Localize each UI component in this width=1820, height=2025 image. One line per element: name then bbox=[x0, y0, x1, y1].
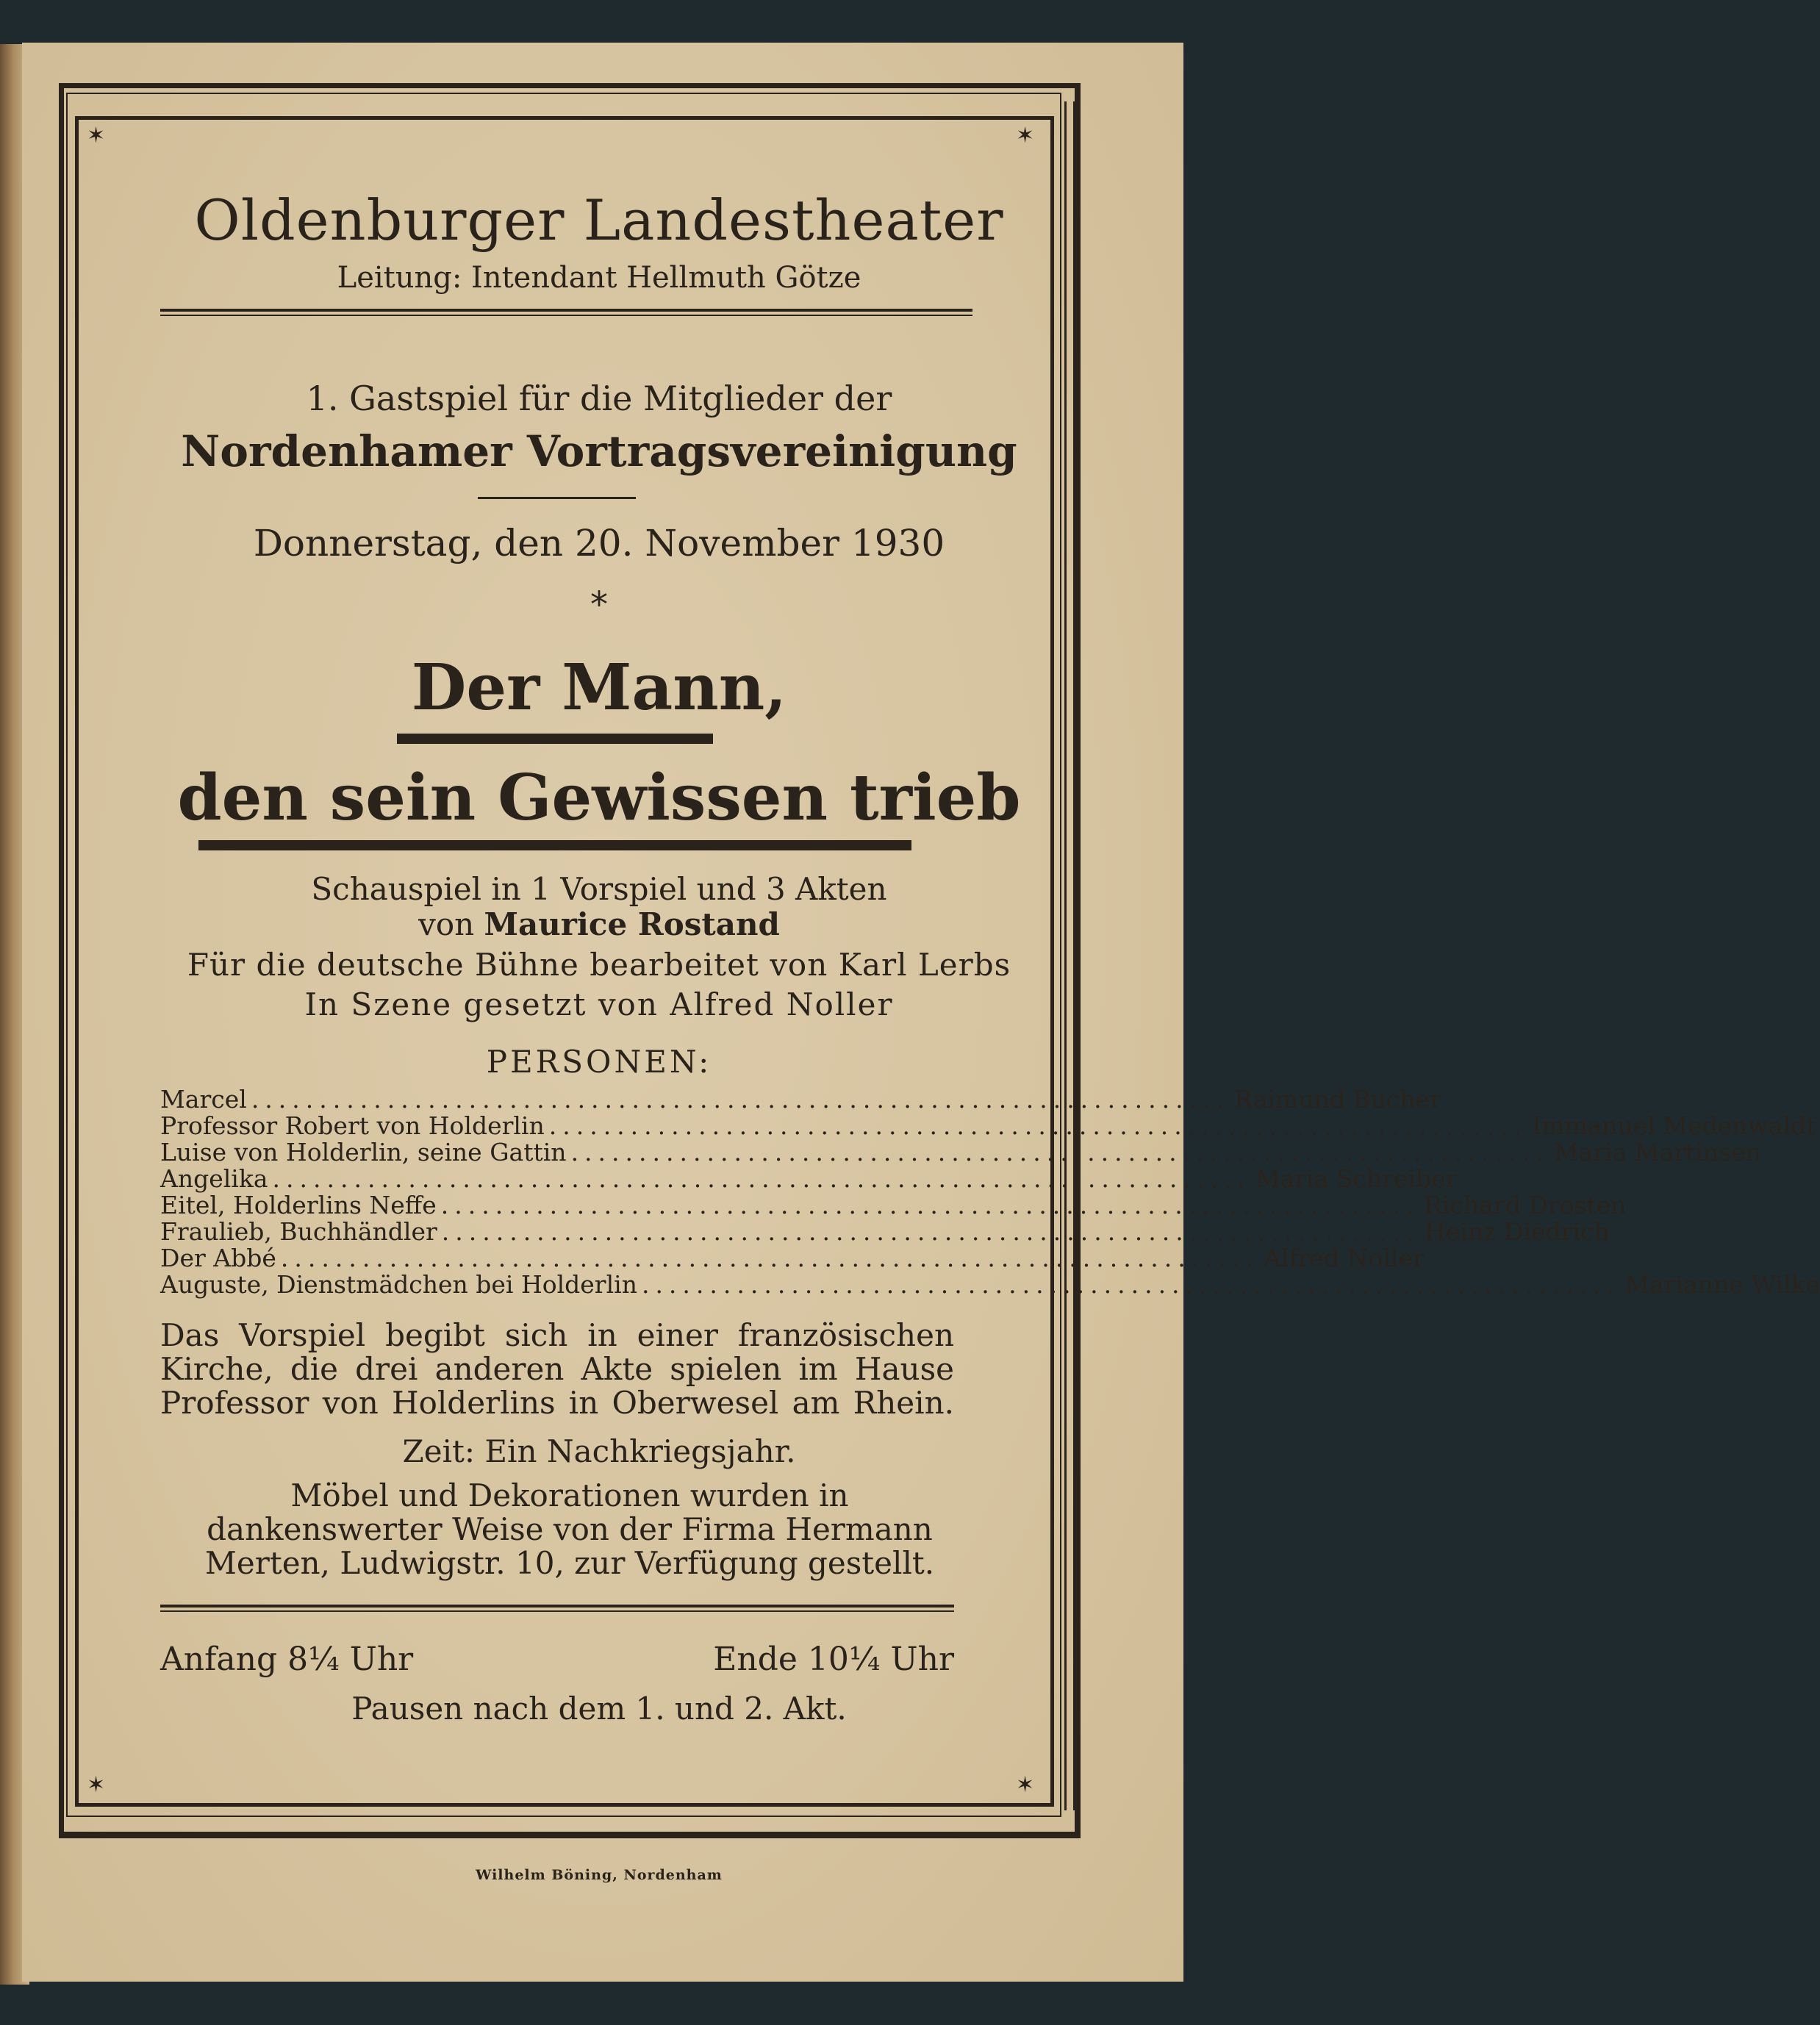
adaptation-credit: Für die deutsche Bühne bearbeitet von Karl Lerbs bbox=[187, 947, 1011, 983]
end-time: Ende 10¼ Uhr bbox=[713, 1641, 954, 1678]
corner-star-icon: ✶ bbox=[87, 1772, 106, 1798]
time-note: Zeit: Ein Nachkriegsjahr. bbox=[402, 1433, 796, 1469]
title-underline-2 bbox=[198, 840, 911, 850]
leader-dots: ........................................................................ bbox=[548, 1111, 1527, 1140]
corner-star-icon: ✶ bbox=[1016, 1772, 1035, 1798]
title-underline-1 bbox=[397, 734, 713, 744]
cast-row bbox=[160, 1138, 1761, 1166]
cast-actor: Richard Drosten bbox=[1424, 1191, 1627, 1219]
cast-row bbox=[160, 1085, 1441, 1114]
cast-list bbox=[160, 1085, 1820, 1299]
cast-actor: Raimund Bucher bbox=[1234, 1085, 1441, 1114]
leader-dots: ........................................................................ bbox=[441, 1217, 1421, 1246]
leader-dots: ........................................................................ bbox=[570, 1138, 1549, 1166]
leader-dots: ........................................................................ bbox=[280, 1244, 1260, 1272]
author-prefix: von bbox=[418, 906, 475, 942]
cast-row bbox=[160, 1111, 1816, 1140]
cast-actor: Heinz Diedrich bbox=[1425, 1217, 1610, 1246]
guest-performance-line: 1. Gastspiel für die Mitglieder der bbox=[306, 379, 892, 418]
play-title-line1: Der Mann, bbox=[411, 650, 787, 725]
cast-role: Marcel bbox=[160, 1085, 247, 1114]
cast-role: Professor Robert von Holderlin bbox=[160, 1111, 545, 1140]
printer-credit: Wilhelm Böning, Nordenham bbox=[476, 1867, 723, 1883]
start-time: Anfang 8¼ Uhr bbox=[160, 1641, 414, 1678]
cast-role: Auguste, Dienstmädchen bei Holderlin bbox=[160, 1270, 637, 1299]
cast-row bbox=[160, 1244, 1425, 1272]
cast-row bbox=[160, 1217, 1610, 1246]
separator-star-icon: * bbox=[590, 584, 608, 626]
footer-double-rule bbox=[160, 1605, 954, 1612]
theater-name: Oldenburger Landestheater bbox=[194, 187, 1004, 253]
leader-dots: ........................................................................ bbox=[251, 1085, 1230, 1114]
cast-role: Eitel, Holderlins Neffe bbox=[160, 1191, 437, 1219]
cast-row bbox=[160, 1164, 1458, 1193]
setting-note: Das Vorspiel begibt sich in einer französischen Kirche, die drei anderen Akte spielen im Hause Professor von Holderlins in Oberwesel am Rhein. bbox=[160, 1317, 954, 1421]
furniture-credit: Möbel und Dekorationen wurden in dankenswerter Weise von der Firma Hermann Merten, Ludwigstr. 10, zur Verfügung gestellt. bbox=[204, 1477, 935, 1581]
cast-role: Fraulieb, Buchhändler bbox=[160, 1217, 437, 1246]
cast-heading: PERSONEN: bbox=[486, 1044, 712, 1080]
cast-actor: Alfred Noller bbox=[1264, 1244, 1425, 1272]
leader-dots: ........................................................................ bbox=[440, 1191, 1420, 1219]
leader-dots: ........................................................................ bbox=[272, 1164, 1251, 1193]
pause-note: Pausen nach dem 1. und 2. Akt. bbox=[351, 1691, 847, 1727]
cast-row bbox=[160, 1191, 1627, 1219]
corner-star-icon: ✶ bbox=[87, 123, 106, 148]
play-genre: Schauspiel in 1 Vorspiel und 3 Akten bbox=[311, 871, 887, 907]
cast-actor: Maria Martinsen bbox=[1553, 1138, 1761, 1166]
program-page bbox=[22, 43, 1820, 1982]
header-double-rule bbox=[160, 309, 972, 316]
leader-dots: ........................................................................ bbox=[641, 1270, 1621, 1299]
play-author-line bbox=[169, 906, 1029, 942]
play-title-line2: den sein Gewissen trieb bbox=[177, 761, 1021, 835]
cast-actor: Marianne Wilke bbox=[1624, 1270, 1820, 1299]
cast-role: Luise von Holderlin, seine Gattin bbox=[160, 1138, 567, 1166]
author-name: Maurice Rostand bbox=[484, 906, 780, 942]
cast-actor: Maria Schreiber bbox=[1255, 1164, 1458, 1193]
cast-actor: Immanuel Medenwaldt bbox=[1532, 1111, 1816, 1140]
theater-management: Leitung: Intendant Hellmuth Götze bbox=[337, 261, 861, 295]
cast-role: Angelika bbox=[160, 1164, 268, 1193]
cast-role: Der Abbé bbox=[160, 1244, 276, 1272]
right-border-line bbox=[1073, 101, 1075, 1810]
right-border-line bbox=[1064, 101, 1067, 1810]
performance-date: Donnerstag, den 20. November 1930 bbox=[253, 522, 945, 565]
direction-credit: In Szene gesetzt von Alfred Noller bbox=[304, 986, 894, 1022]
cast-row bbox=[160, 1270, 1820, 1299]
corner-star-icon: ✶ bbox=[1016, 123, 1035, 148]
short-divider bbox=[478, 497, 636, 499]
organization-name: Nordenhamer Vortragsvereinigung bbox=[181, 426, 1017, 476]
